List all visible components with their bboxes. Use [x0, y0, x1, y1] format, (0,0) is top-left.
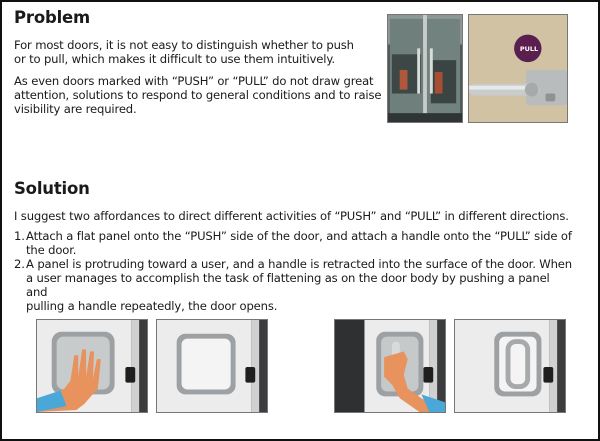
glass-door-photo: [387, 14, 463, 123]
solution-heading: Solution: [14, 179, 90, 198]
solution-step: [14, 229, 574, 257]
problem-paragraph-2-line: attention, solutions to respond to general conditions and to raise: [14, 88, 382, 102]
step-text-line: the door.: [26, 243, 77, 257]
step-number: 2.: [14, 257, 25, 271]
problem-paragraph-1-line: or to pull, which makes it difficult to use them intuitively.: [14, 52, 335, 66]
problem-paragraph-2-line: As even doors marked with “PUSH” or “PULL” do not draw great: [14, 74, 374, 88]
solution-steps-list: [14, 229, 574, 313]
step-number: 1.: [14, 229, 25, 243]
solution-intro: I suggest two affordances to direct different activities of “PUSH” and “PULL” in different directions.: [14, 209, 569, 223]
step-text-line: Attach a flat panel onto the “PUSH” side of the door, and attach a handle onto the “PULL” side of: [26, 229, 572, 243]
step-text-line: pulling a handle repeatedly, the door opens.: [26, 299, 278, 313]
problem-paragraph-2-line: visibility are required.: [14, 102, 137, 116]
pull-handle-hand-illustration: [334, 319, 446, 413]
problem-paragraph-1: [14, 38, 354, 66]
step-text-line: a user manages to accomplish the task of flattening as on the door body by pushing a panel and: [26, 271, 550, 299]
pull-sign-label: PULL: [519, 45, 539, 53]
solution-step: [14, 257, 574, 313]
problem-paragraph-2: [14, 74, 381, 116]
step-text-line: A panel is protruding toward a user, and a handle is retracted into the surface of the door. When: [26, 257, 572, 271]
retracted-handle-illustration: [454, 319, 566, 413]
pull-sign-door-photo: [468, 14, 568, 123]
push-panel-hand-illustration: [36, 319, 148, 413]
problem-paragraph-1-line: For most doors, it is not easy to distinguish whether to push: [14, 38, 354, 52]
problem-heading: Problem: [14, 8, 91, 27]
flat-panel-illustration: [156, 319, 268, 413]
